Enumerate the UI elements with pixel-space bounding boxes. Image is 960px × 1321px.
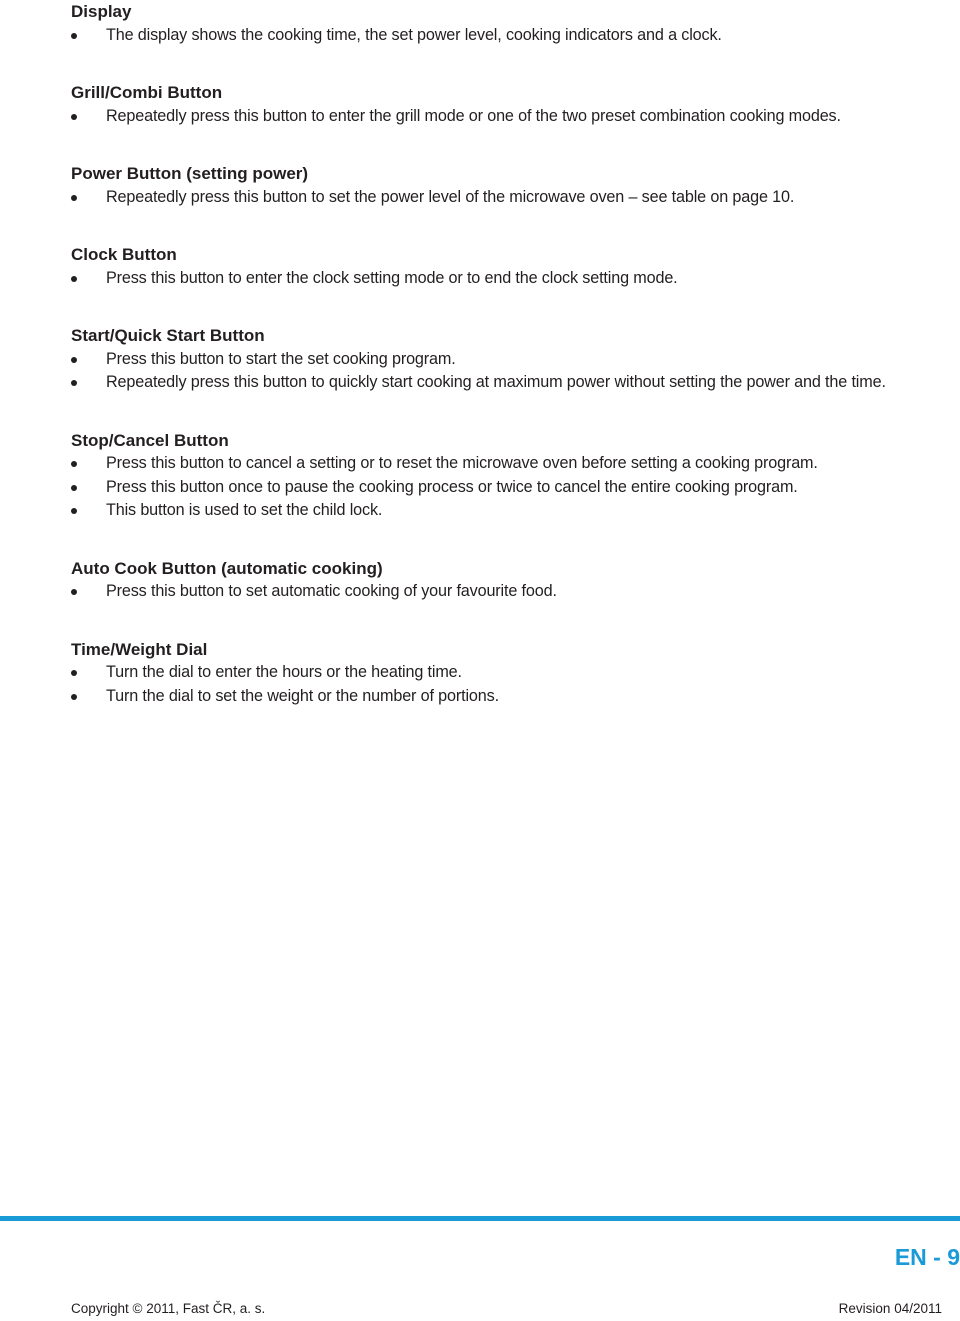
list-item-text: Press this button to cancel a setting or to reset the microwave oven before setting a cooking program. (106, 454, 818, 472)
section-display (71, 0, 960, 47)
bullet-list (71, 105, 960, 129)
list-item (71, 186, 960, 210)
manual-content (71, 0, 960, 742)
revision-text: Revision 04/2011 (838, 1301, 942, 1316)
bullet-list (71, 348, 960, 395)
section-title: Stop/Cancel Button (71, 430, 229, 450)
bullet-icon (71, 357, 77, 363)
section-grill-combi-button (71, 81, 960, 128)
footer-divider (0, 1216, 960, 1221)
bullet-icon (71, 485, 77, 491)
list-item (71, 267, 960, 291)
section-time-weight-dial (71, 638, 960, 709)
list-item (71, 105, 960, 129)
list-item-text: Turn the dial to set the weight or the number of portions. (106, 686, 499, 705)
section-title: Start/Quick Start Button (71, 326, 265, 345)
bullet-list (71, 267, 960, 291)
bullet-icon (71, 33, 77, 39)
list-item (71, 24, 960, 48)
bullet-icon (71, 589, 77, 595)
section-title: Time/Weight Dial (71, 639, 208, 659)
bullet-icon (71, 114, 77, 120)
list-item-text: Press this button once to pause the cooking process or twice to cancel the entire cooking program. (106, 477, 798, 496)
section-start-quick-start-button (71, 324, 960, 395)
list-item-text: Press this button to enter the clock setting mode or to end the clock setting mode. (106, 268, 678, 287)
list-item (71, 499, 960, 523)
section-auto-cook-button (71, 557, 960, 604)
bullet-list (71, 24, 960, 48)
bullet-icon (71, 380, 77, 386)
list-item (71, 580, 960, 604)
list-item-text: This button is used to set the child lock. (106, 501, 383, 519)
list-item (71, 661, 960, 685)
section-title: Power Button (setting power) (71, 164, 309, 183)
section-clock-button (71, 243, 960, 290)
section-title: Auto Cook Button (automatic cooking) (71, 558, 383, 578)
bullet-list (71, 186, 960, 210)
bullet-list (71, 661, 960, 708)
list-item-text: The display shows the cooking time, the set power level, cooking indicators and a clock. (106, 25, 722, 44)
list-item-text: Repeatedly press this button to set the power level of the microwave oven – see table on page 10. (106, 187, 795, 206)
list-item-text: Repeatedly press this button to quickly start cooking at maximum power without setting the power and the time. (106, 373, 886, 391)
section-title: Clock Button (71, 245, 177, 264)
section-title: Display (71, 2, 132, 21)
list-item (71, 476, 960, 500)
list-item (71, 685, 960, 709)
section-power-button (71, 162, 960, 209)
list-item-text: Press this button to start the set cooking program. (106, 349, 456, 368)
bullet-icon (71, 276, 77, 282)
list-item (71, 348, 960, 372)
section-stop-cancel-button (71, 429, 960, 523)
page-number: EN - 9 (894, 1244, 960, 1270)
bullet-list (71, 580, 960, 604)
bullet-icon (71, 508, 77, 514)
list-item-text: Repeatedly press this button to enter the grill mode or one of the two preset combination cooking modes. (106, 106, 841, 125)
list-item-text: Turn the dial to enter the hours or the heating time. (106, 663, 462, 681)
bullet-icon (71, 461, 77, 467)
bullet-icon (71, 195, 77, 201)
bullet-list (71, 452, 960, 523)
list-item-text: Press this button to set automatic cooking of your favourite food. (106, 582, 557, 600)
list-item (71, 452, 960, 476)
copyright-text: Copyright © 2011, Fast ČR, a. s. (71, 1301, 266, 1316)
bullet-icon (71, 694, 77, 700)
list-item (71, 371, 960, 395)
bullet-icon (71, 670, 77, 676)
section-title: Grill/Combi Button (71, 83, 223, 102)
